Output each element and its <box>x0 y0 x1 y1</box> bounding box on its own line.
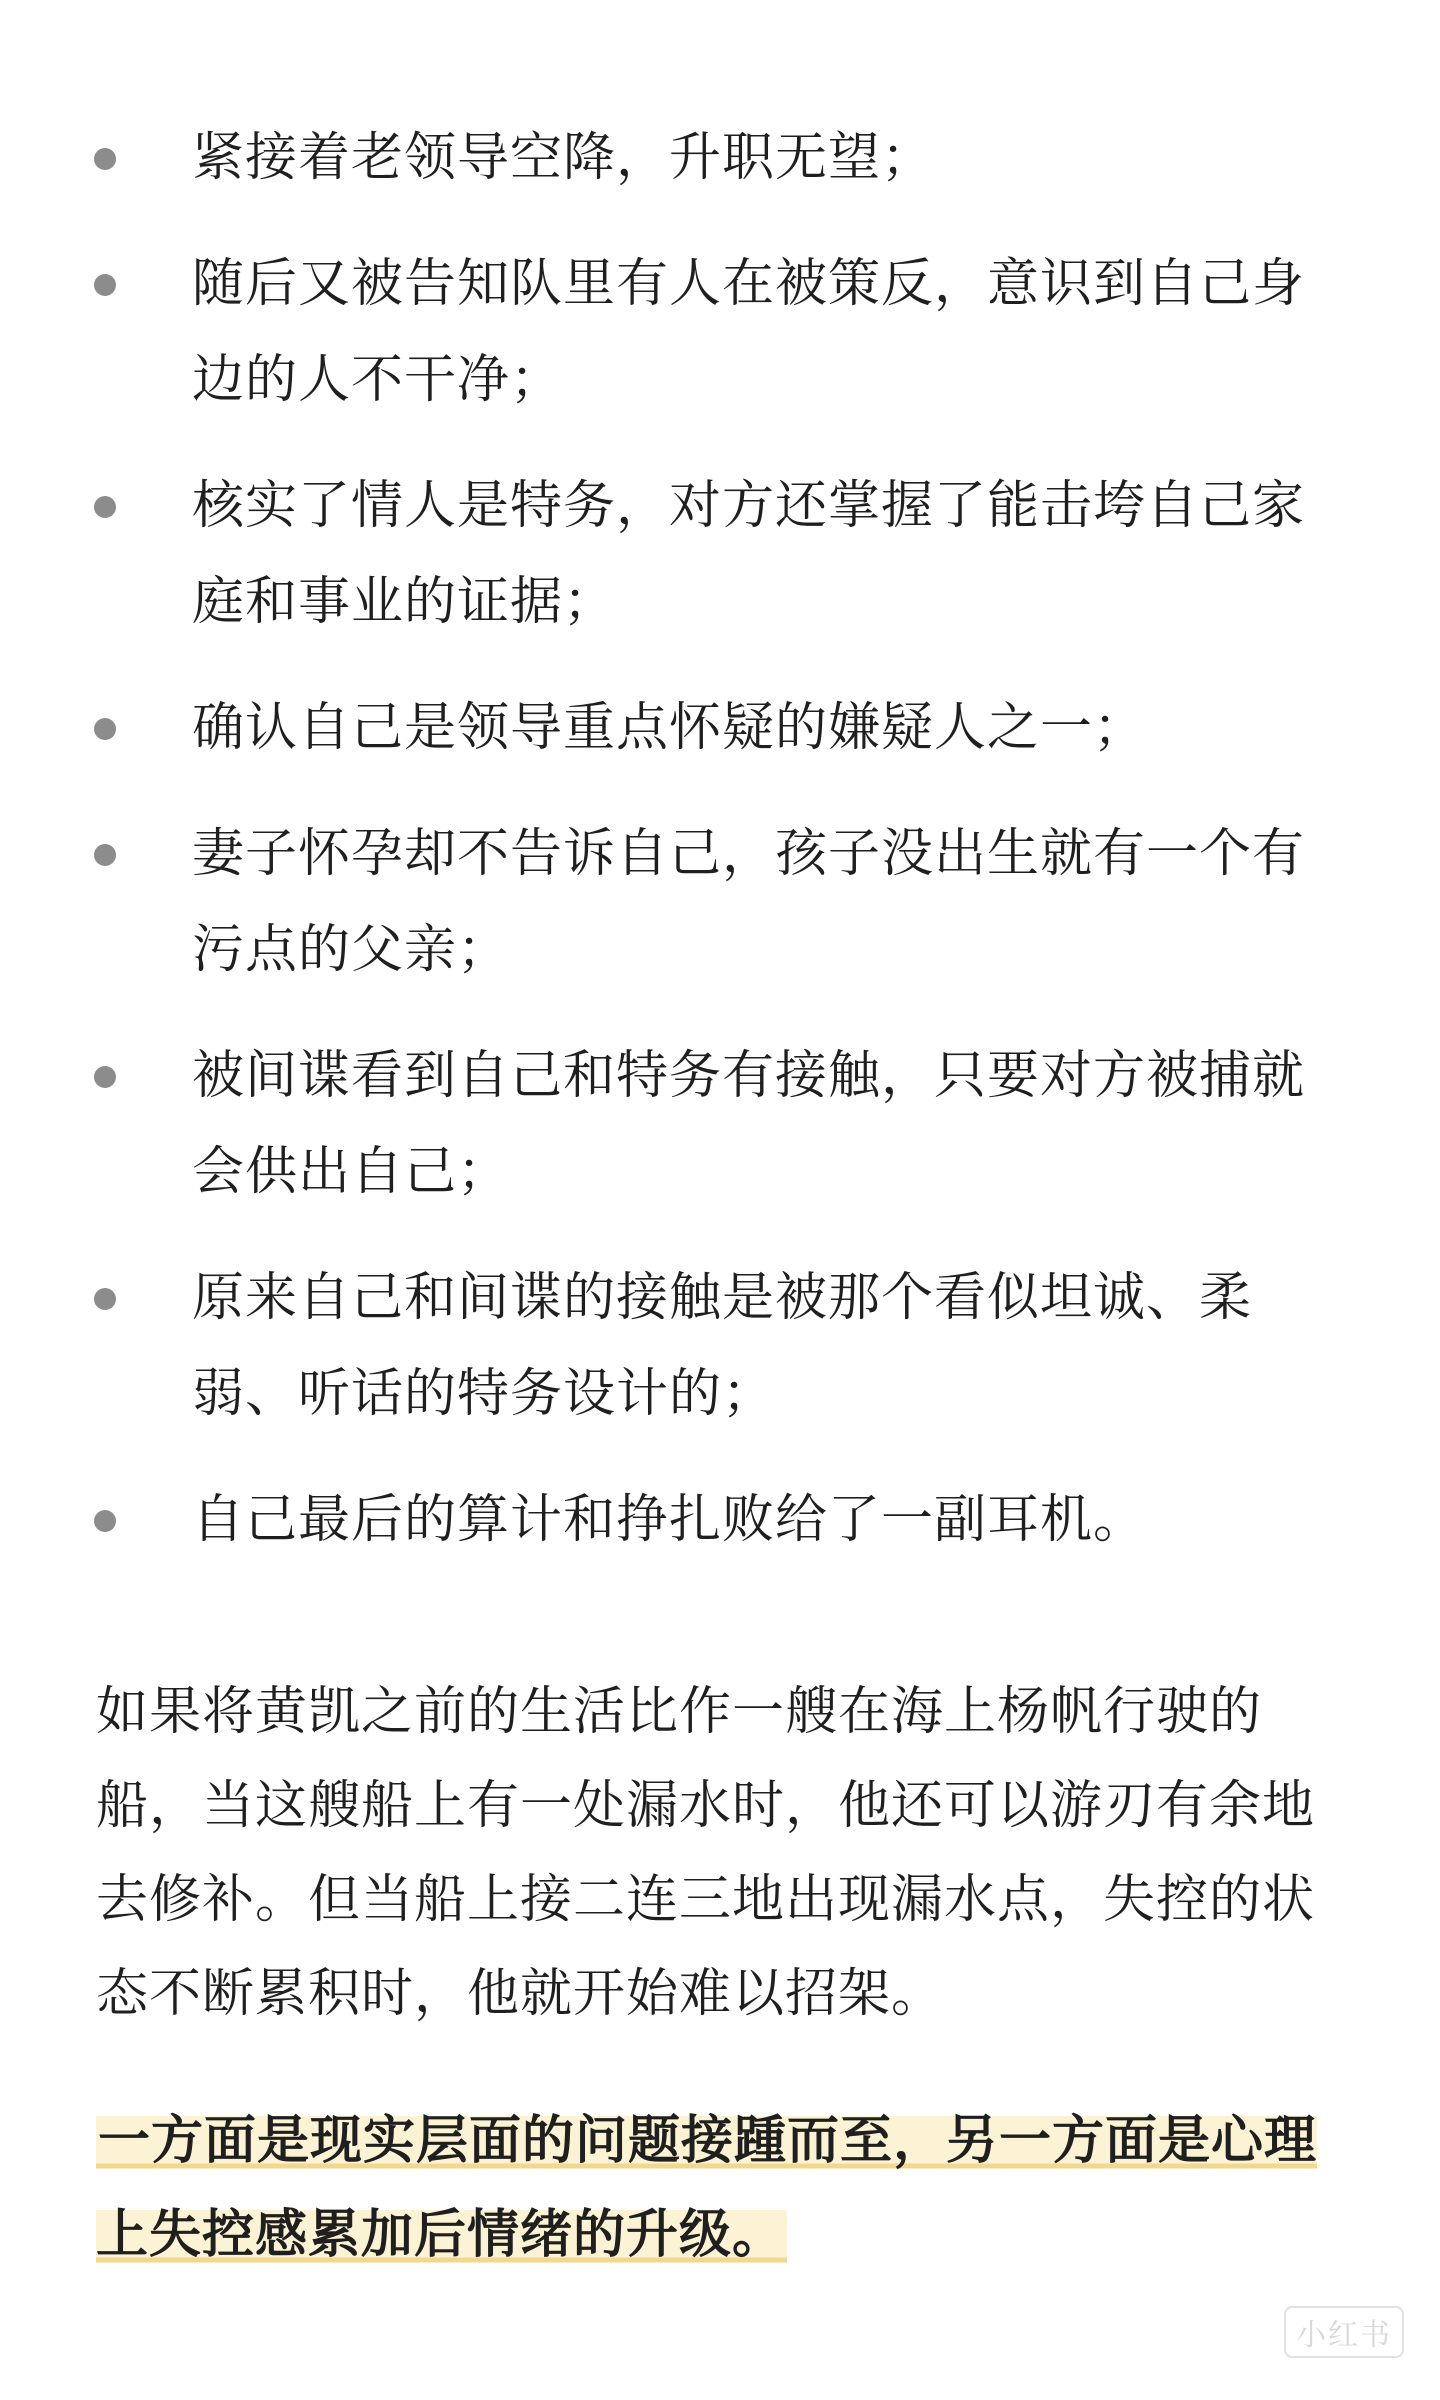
list-item <box>0 1250 1342 1442</box>
list-item-text: 核实了情人是特务，对方还掌握了能击垮自己家庭和事业的证据； <box>192 476 1306 632</box>
list-item-text: 紧接着老领导空降，升职无望； <box>192 128 935 188</box>
list-item <box>0 806 1342 998</box>
list-item-text: 原来自己和间谍的接触是被那个看似坦诚、柔弱、听话的特务设计的； <box>192 1268 1253 1424</box>
list-item-text: 自己最后的算计和挣扎败给了一副耳机。 <box>192 1490 1147 1550</box>
bullet-list <box>0 110 1440 1598</box>
list-item-text: 确认自己是领导重点怀疑的嫌疑人之一； <box>192 698 1147 758</box>
list-item-text: 被间谍看到自己和特务有接触，只要对方被捕就会供出自己； <box>192 1046 1306 1202</box>
highlight-mark: 一方面是现实层面的问题接踵而至，另一方面是心理上失控感累加后情绪的升级。 <box>96 2110 1318 2265</box>
bullet-dot-icon <box>94 496 116 518</box>
list-item-text: 随后又被告知队里有人在被策反，意识到自己身边的人不干净； <box>192 254 1306 410</box>
bullet-dot-icon <box>94 274 116 296</box>
watermark-logo: 小红书 <box>1284 2306 1404 2358</box>
list-item <box>0 1472 1342 1568</box>
list-item <box>0 458 1342 650</box>
list-item <box>0 236 1342 428</box>
bullet-dot-icon <box>94 148 116 170</box>
bullet-dot-icon <box>94 1288 116 1310</box>
list-item <box>0 680 1342 776</box>
bullet-dot-icon <box>94 1066 116 1088</box>
highlighted-paragraph <box>96 2094 1346 2282</box>
bullet-dot-icon <box>94 1510 116 1532</box>
bullet-dot-icon <box>94 718 116 740</box>
body-paragraph: 如果将黄凯之前的生活比作一艘在海上杨帆行驶的船，当这艘船上有一处漏水时，他还可以游刃有余地去修补。但当船上接二连三地出现漏水点，失控的状态不断累积时，他就开始难以招架。 <box>96 1682 1316 2024</box>
list-item <box>0 110 1342 206</box>
list-item-text: 妻子怀孕却不告诉自己，孩子没出生就有一个有污点的父亲； <box>192 824 1306 980</box>
bullet-dot-icon <box>94 844 116 866</box>
list-item <box>0 1028 1342 1220</box>
